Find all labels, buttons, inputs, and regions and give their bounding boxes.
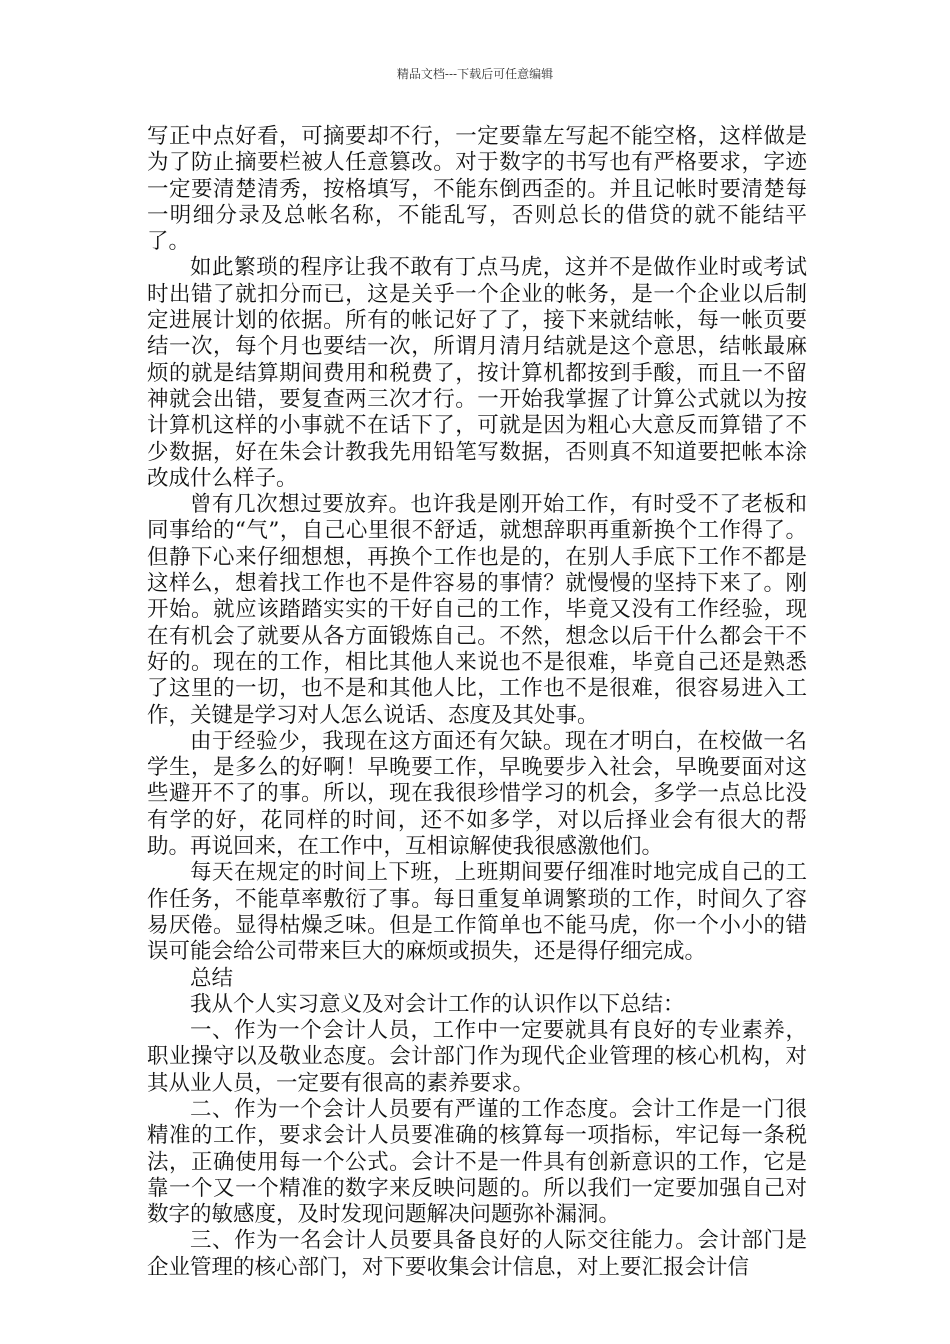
summary-point-2: 二、作为一个会计人员要有严谨的工作态度。会计工作是一门很精准的工作，要求会计人员要准确的核算每一项指标，牢记每一条税法，正确使用每一个公式。会计不是一件具有创新意识的工作，它是靠一个又一个精准的数字来反映问题的。所以我们一定要加强自己对数字的敏感度，及时发现问题解决问题弥补漏洞。	[147, 1096, 807, 1228]
paragraph-continuation: 写正中点好看，可摘要却不行，一定要靠左写起不能空格，这样做是为了防止摘要栏被人任意篡改。对于数字的书写也有严格要求，字迹一定要清楚清秀，按格填写，不能东倒西歪的。并且记帐时要清楚每一明细分录及总帐名称，不能乱写，否则总长的借贷的就不能结平了。	[147, 124, 807, 255]
paragraph: 我从个人实习意义及对会计工作的认识作以下总结：	[190, 991, 685, 1017]
document-body	[147, 124, 807, 1281]
paragraph: 每天在规定的时间上下班，上班期间要仔细准时地完成自己的工作任务，不能草率敷衍了事。每日重复单调繁琐的工作，时间久了容易厌倦。显得枯燥乏味。但是工作简单也不能马虎，你一个小小的错误可能会给公司带来巨大的麻烦或损失，还是得仔细完成。	[147, 860, 807, 965]
paragraph: 由于经验少，我现在这方面还有欠缺。现在才明白，在校做一名学生，是多么的好啊！早晚要工作，早晚要步入社会，早晚要面对这些避开不了的事。所以，现在我很珍惜学习的机会，多学一点总比没有学的好，花同样的时间，还不如多学，对以后择业会有很大的帮助。再说回来，在工作中，互相谅解使我很感激他们。	[147, 728, 807, 860]
summary-point-3: 三、作为一名会计人员要具备良好的人际交往能力。会计部门是企业管理的核心部门，对下要收集会计信息，对上要汇报会计信	[147, 1228, 807, 1280]
summary-point-1: 一、作为一个会计人员，工作中一定要就具有良好的专业素养，职业操守以及敬业态度。会计部门作为现代企业管理的核心机构，对其从业人员，一定要有很高的素养要求。	[147, 1018, 807, 1096]
paragraph: 曾有几次想过要放弃。也许我是刚开始工作，有时受不了老板和同事给的“气”，自己心里很不舒适，就想辞职再重新换个工作得了。但静下心来仔细想想，再换个工作也是的，在别人手底下工作不都是这样么，想着找工作也不是件容易的事情？就慢慢的坚持下来了。刚开始。就应该踏踏实实的干好自己的工作，毕竟又没有工作经验，现在有机会了就要从各方面锻炼自己。不然，想念以后干什么都会干不好的。现在的工作，相比其他人来说也不是很难，毕竟自己还是熟悉了这里的一切，也不是和其他人比，工作也不是很难，很容易进入工作，关键是学习对人怎么说话、态度及其处事。	[147, 492, 807, 728]
paragraph: 如此繁琐的程序让我不敢有丁点马虎，这并不是做作业时或考试时出错了就扣分而已，这是关乎一个企业的帐务，是一个企业以后制定进展计划的依据。所有的帐记好了了，接下来就结帐，每一帐页要结一次，每个月也要结一次，所谓月清月结就是这个意思，结帐最麻烦的就是结算期间费用和税费了，按计算机都按到手酸，而且一不留神就会出错，要复查两三次才行。一开始我掌握了计算公式就以为按计算机这样的小事就不在话下了，可就是因为粗心大意反而算错了不少数据，好在朱会计教我先用铅笔写数据，否则真不知道要把帐本涂改成什么样子。	[147, 255, 807, 491]
section-heading-summary: 总结	[190, 965, 234, 991]
page-header: 精品文档---下载后可任意编辑	[396, 67, 554, 81]
